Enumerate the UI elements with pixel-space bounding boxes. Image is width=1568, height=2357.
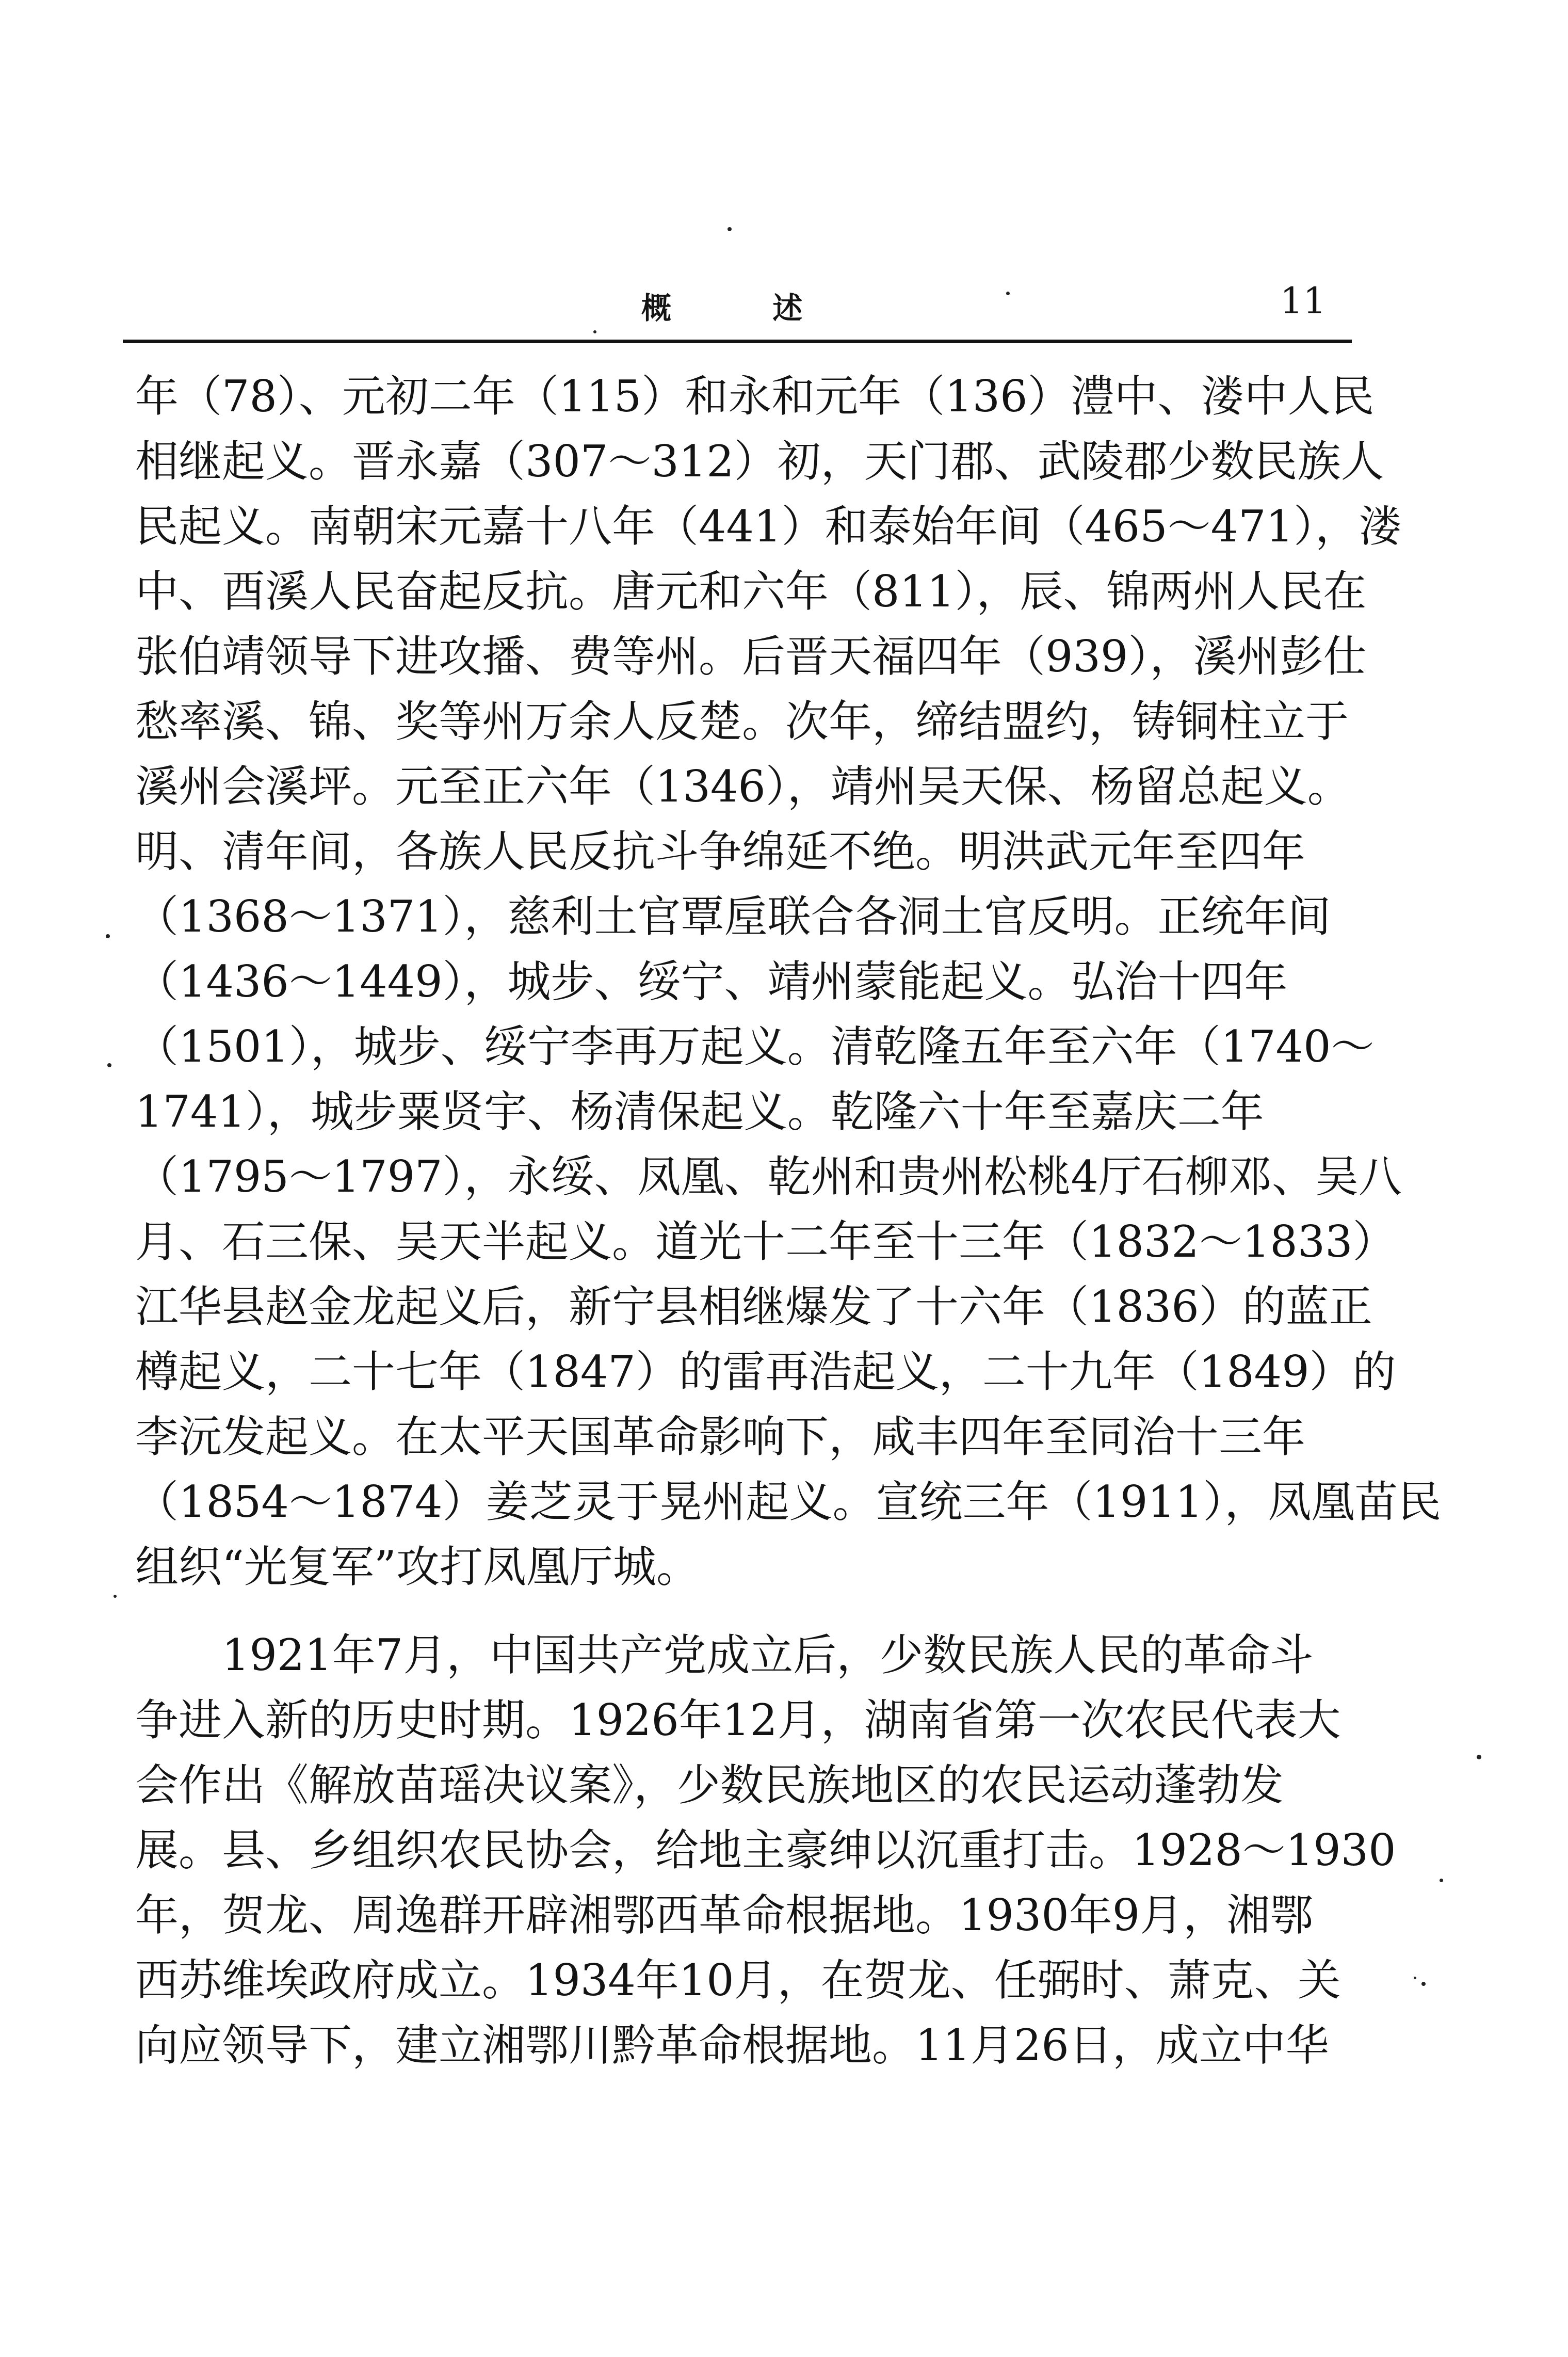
text-line: 愁率溪、锦、奖等州万余人反楚。次年，缔结盟约，铸铜柱立于 (135, 696, 1349, 747)
text-line: （1368～1371），慈利土官覃垕联合各洞土官反明。正统年间 (135, 891, 1331, 942)
text-line: 展。县、乡组织农民协会，给地主豪绅以沉重打击。1928～1930 (135, 1825, 1396, 1875)
scan-speck (1440, 1879, 1443, 1882)
scan-speck (107, 1063, 111, 1067)
text-line: 1921年7月，中国共产党成立后，少数民族人民的革命斗 (222, 1630, 1314, 1680)
text-line: 李沅发起义。在太平天国革命影响下，咸丰四年至同治十三年 (135, 1412, 1306, 1462)
scan-speck (114, 1595, 117, 1598)
text-line: （1436～1449），城步、绥宁、靖州蒙能起义。弘治十四年 (135, 956, 1288, 1007)
scan-speck (1421, 1982, 1426, 1986)
text-line: 月、石三保、吴天半起义。道光十二年至十三年（1832～1833） (135, 1216, 1396, 1267)
text-line: 溪州会溪坪。元至正六年（1346），靖州吴天保、杨留总起义。 (135, 761, 1351, 812)
text-line: 组织“光复军”攻打凤凰厅城。 (135, 1542, 700, 1592)
text-line: 1741），城步粟贤宇、杨清保起义。乾隆六十年至嘉庆二年 (135, 1086, 1264, 1137)
text-line: （1854～1874）姜芝灵于晃州起义。宣统三年（1911），凤凰苗民 (135, 1477, 1442, 1527)
text-line: 年（78）、元初二年（115）和永和元年（136）澧中、溇中人民 (135, 371, 1375, 422)
scan-speck (1414, 1977, 1416, 1979)
paragraph-1 (135, 364, 1442, 1599)
text-line: 争进入新的历史时期。1926年12月，湖南省第一次农民代表大 (135, 1695, 1341, 1745)
page-number: 11 (1280, 280, 1326, 322)
text-line: 中、酉溪人民奋起反抗。唐元和六年（811），辰、锦两州人民在 (135, 566, 1367, 617)
text-line: 会作出《解放苗瑶决议案》，少数民族地区的农民运动蓬勃发 (135, 1760, 1284, 1810)
text-line: （1501），城步、绥宁李再万起义。清乾隆五年至六年（1740～ (135, 1021, 1375, 1072)
paragraph-gap (135, 1599, 1348, 1623)
running-head (123, 268, 1352, 335)
body-text (135, 364, 1442, 2078)
scan-speck (728, 227, 732, 231)
text-line: 西苏维埃政府成立。1934年10月，在贺龙、任弼时、萧克、关 (135, 1955, 1341, 2006)
text-line: 江华县赵金龙起义后，新宁县相继爆发了十六年（1836）的蓝正 (135, 1281, 1372, 1332)
text-line: 张伯靖领导下进攻播、费等州。后晋天福四年（939），溪州彭仕 (135, 631, 1367, 682)
text-line: 年，贺龙、周逸群开辟湘鄂西革命根据地。1930年9月，湘鄂 (135, 1890, 1314, 1941)
text-line: 向应领导下，建立湘鄂川黔革命根据地。11月26日，成立中华 (135, 2020, 1329, 2071)
scan-speck (593, 330, 596, 333)
scan-speck (106, 934, 110, 938)
chapter-title: 概 述 (641, 291, 848, 326)
text-line: （1795～1797），永绥、凤凰、乾州和贵州松桃4厅石柳邓、吴八 (135, 1151, 1402, 1202)
paragraph-2 (135, 1623, 1396, 2078)
scan-speck (1006, 292, 1010, 295)
text-line: 樽起义，二十七年（1847）的雷再浩起义，二十九年（1849）的 (135, 1346, 1396, 1397)
text-line: 相继起义。晋永嘉（307～312）初，天门郡、武陵郡少数民族人 (135, 436, 1384, 487)
scan-speck (1477, 1755, 1481, 1759)
header-rule (123, 340, 1352, 343)
text-line: 明、清年间，各族人民反抗斗争绵延不绝。明洪武元年至四年 (135, 826, 1306, 877)
text-line: 民起义。南朝宋元嘉十八年（441）和泰始年间（465～471），溇 (135, 501, 1402, 552)
